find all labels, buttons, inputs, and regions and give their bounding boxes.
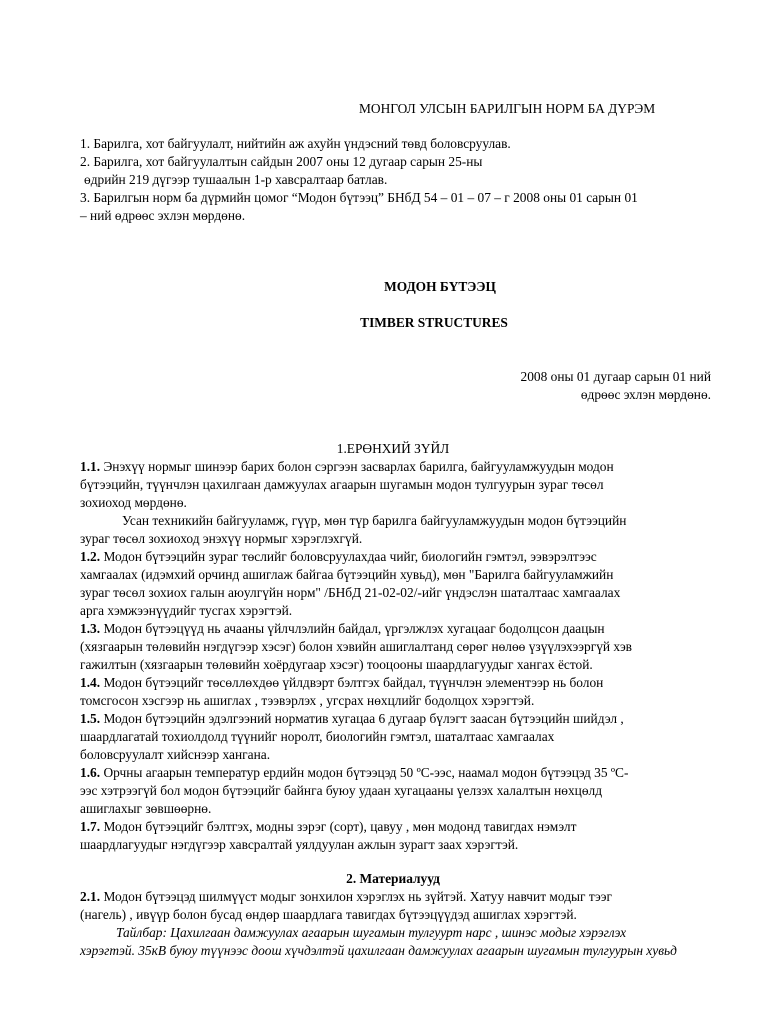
clause-1-1b-line-2: зураг төсөл зохиоход энэхүү нормыг хэрэглэхгүй. (80, 531, 363, 546)
clause-1-6-line-2: ээс хэтрээгүй бол модон бүтээцийг байнга буюу удаан хугацааны үелзэх халалтын нөхцөлд (80, 783, 603, 798)
header-line-5: – ний өдрөөс эхлэн мөрдөнө. (80, 208, 246, 223)
clause-number: 1.6. (80, 765, 101, 780)
header-line-4: 3. Барилгын норм ба дүрмийн цомог “Модон бүтээц” БНбД 54 – 01 – 07 – г 2008 оны 01 сарын 01 (80, 190, 638, 205)
clause-1-5-line-3: боловсруулалт хийснээр хангана. (80, 747, 271, 762)
clause-1-2-line-2: хамгаалах (идэмхий орчинд ашиглаж байгаа бүтээцийн хувьд), мөн "Барилга байгууламжийн (80, 567, 614, 582)
clause-1-2-line-1: 1.2. Модон бүтээцийн зураг төслийг боловсруулахдаа чийг, биологийн гэмтэл, ээвэрэлтээс (80, 549, 597, 564)
clause-1-1-line-2: бүтээцийн, түүнчлэн цахилгаан дамжуулах агаарын шугамын модон тулгуурын зураг төсөл (80, 477, 604, 492)
clause-number: 1.5. (80, 711, 101, 726)
clause-number: 1.7. (80, 819, 101, 834)
clause-1-4-line-2: томсгосон хэсгээр нь ашиглах , тээвэрлэх , угсрах нөхцлийг бодолцох хэрэгтэй. (80, 693, 535, 708)
document-title: МОДОН БҮТЭЭЦ (384, 279, 496, 294)
clause-number: 2.1. (80, 889, 101, 904)
clause-1-6-line-1: 1.6. Орчны агаарын температур ердийн модон бүтээцэд 50 ºС-ээс, наамал модон бүтээцэд 35 ºС- (80, 765, 629, 780)
clause-1-5-line-2: шаардлагатай тохиолдолд түүнийг норолт, биологийн гэмтэл, шаталтаас хамгаалах (80, 729, 555, 744)
clause-1-7-line-2: шаардлагуудыг нэгдүгээр хавсралтай уялдуулан ажлын зурагт заах хэрэгтэй. (80, 837, 519, 852)
clause-2-1-line-2: (нагель) , ивүүр болон бусад өндөр шаардлага тавигдах бүтээцүүдэд ашиглах хэрэгтэй. (80, 907, 577, 922)
clause-number: 1.2. (80, 549, 101, 564)
clause-1-1-line-3: зохиоход мөрдөнө. (80, 495, 187, 510)
clause-number: 1.1. (80, 459, 101, 474)
header-line-1: 1. Барилга, хот байгуулалт, нийтийн аж ахуйн үндэсний төвд боловсруулав. (80, 136, 511, 151)
clause-1-3-line-3: гажилтын (хязгаарын төлөвийн хоёрдугаар хэсэг) тооцооны шаардлагуудыг хангах ёстой. (80, 657, 593, 672)
header-line-3: өдрийн 219 дүгээр тушаалын 1-р хавсралтаар батлав. (84, 172, 388, 187)
section-2-heading: 2. Материалууд (346, 871, 440, 886)
clause-1-7-line-1: 1.7. Модон бүтээцийг бэлтгэх, модны зэрэг (сорт), цавуу , мөн модонд тавигдах нэмэлт (80, 819, 577, 834)
clause-1-4-line-1: 1.4. Модон бүтээцийг төсөллөхдөө үйлдвэрт бэлтгэх байдал, түүнчлэн элементээр нь болон (80, 675, 604, 690)
effective-date-line-1: 2008 оны 01 дугаар сарын 01 ний (520, 369, 711, 384)
clause-1-1b-line-1: Усан техникийн байгууламж, гүүр, мөн түр барилга байгууламжуудын модон бүтээцийн (122, 513, 627, 528)
note-line-2: хэрэгтэй. 35кВ буюу түүнээс доош хүчдэлтэй цахилгаан дамжуулах агаарын шугамын тулгуурын хувьд (80, 943, 677, 958)
note-line-1: Тайлбар: Цахилгаан дамжуулах агаарын шугамын тулгуурт нарс , шинэс модыг хэрэглэх (116, 925, 627, 940)
code-series-title: МОНГОЛ УЛСЫН БАРИЛГЫН НОРМ БА ДҮРЭМ (359, 101, 656, 116)
clause-number: 1.3. (80, 621, 101, 636)
clause-1-3-line-2: (хязгаарын төлөвийн нэгдүгээр хэсэг) болон хэвийн ашиглалтанд сөрөг нөлөө үзүүлэхээргүй хэв (80, 639, 633, 654)
clause-1-3-line-1: 1.3. Модон бүтээцүүд нь ачааны үйлчлэлийн байдал, үргэлжлэх хугацааг бодолцсон даацын (80, 621, 605, 636)
document-title-english: TIMBER STRUCTURES (360, 315, 508, 330)
clause-1-2-line-4: арга хэмжээнүүдийг тусгах хэрэгтэй. (80, 603, 293, 618)
clause-1-5-line-1: 1.5. Модон бүтээцийн эдэлгээний норматив хугацаа 6 дугаар бүлэгт заасан бүтээцийн шийдэл , (80, 711, 624, 726)
clause-number: 1.4. (80, 675, 101, 690)
effective-date-line-2: өдрөөс эхлэн мөрдөнө. (580, 387, 711, 402)
clause-1-1-line-1: 1.1. Энэхүү нормыг шинээр барих болон сэргээн засварлах барилга, байгууламжуудын модон (80, 459, 614, 474)
clause-2-1-line-1: 2.1. Модон бүтээцэд шилмүүст модыг зонхилон хэрэглэх нь зүйтэй. Хатуу навчит модыг тээг (80, 889, 613, 904)
section-1-heading: 1.ЕРӨНХИЙ ЗҮЙЛ (336, 441, 450, 456)
header-line-2: 2. Барилга, хот байгуулалтын сайдын 2007 оны 12 дугаар сарын 25-ны (80, 154, 483, 169)
clause-1-6-line-3: ашиглахыг зөвшөөрнө. (80, 801, 212, 816)
clause-1-2-line-3: зураг төсөл зохиох галын аюулгүйн норм" /БНбД 21-02-02/-ийг үндэслэн шаталтаас хамгаалах (80, 585, 621, 600)
